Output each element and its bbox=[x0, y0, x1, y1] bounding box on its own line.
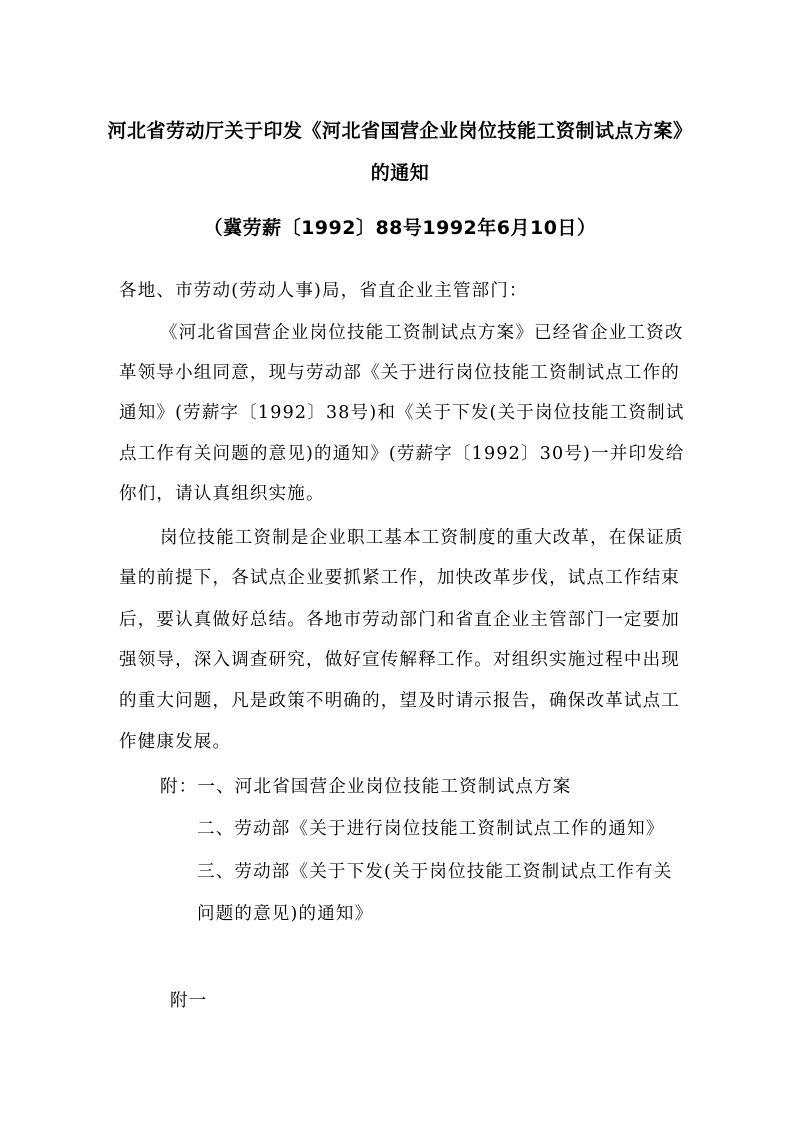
attachment-heading: 附一 bbox=[170, 991, 208, 1011]
document-title-line1: 河北省劳动厅关于印发《河北省国营企业岗位技能工资制试点方案》 bbox=[107, 120, 693, 142]
paragraph2-line: 的重大问题，凡是政策不明确的，望及时请示报告，确保改革试点工 bbox=[119, 691, 680, 711]
paragraph1-line: 通知》(劳薪字〔1992〕38号)和《关于下发(关于岗位技能工资制试 bbox=[119, 403, 685, 423]
attachment-item-1: 附：一、河北省国营企业岗位技能工资制试点方案 bbox=[160, 777, 572, 797]
paragraph2-line: 后，要认真做好总结。各地市劳动部门和省直企业主管部门一定要加 bbox=[119, 610, 680, 630]
paragraph1-line: 革领导小组同意，现与劳动部《关于进行岗位技能工资制试点工作的 bbox=[119, 363, 680, 383]
document-title-line2: 的通知 bbox=[370, 162, 430, 184]
attachment-item-3-continued: 问题的意见)的通知》 bbox=[197, 904, 374, 924]
attachment-item-3: 三、劳动部《关于下发(关于岗位技能工资制试点工作有关 bbox=[197, 862, 673, 882]
document-number: （冀劳薪〔1992〕88号1992年6月10日） bbox=[203, 217, 597, 239]
paragraph2-line: 作健康发展。 bbox=[119, 732, 232, 752]
paragraph1-line: 《河北省国营企业岗位技能工资制试点方案》已经省企业工资改 bbox=[160, 323, 684, 343]
salutation: 各地、市劳动(劳动人事)局，省直企业主管部门： bbox=[119, 281, 528, 301]
paragraph1-line: 你们，请认真组织实施。 bbox=[119, 484, 325, 504]
paragraph2-line: 强领导，深入调查研究，做好宣传解释工作。对组织实施过程中出现 bbox=[119, 650, 680, 670]
paragraph2-line: 岗位技能工资制是企业职工基本工资制度的重大改革，在保证质 bbox=[160, 528, 684, 548]
paragraph1-line: 点工作有关问题的意见)的通知》(劳薪字〔1992〕30号)一并印发给 bbox=[119, 444, 685, 464]
paragraph2-line: 量的前提下，各试点企业要抓紧工作，加快改革步伐，试点工作结束 bbox=[119, 568, 680, 588]
attachment-item-2: 二、劳动部《关于进行岗位技能工资制试点工作的通知》 bbox=[197, 819, 665, 839]
